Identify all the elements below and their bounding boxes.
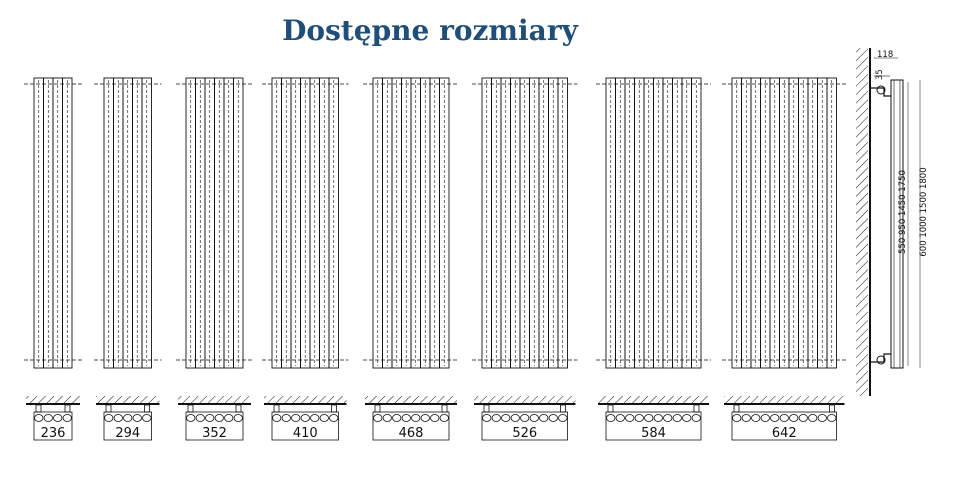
upper-bracket bbox=[870, 88, 891, 96]
tube-section bbox=[607, 415, 616, 422]
radiator-top-view-352 bbox=[178, 396, 251, 441]
right-bracket bbox=[442, 405, 447, 412]
radiator-top-view-642 bbox=[724, 396, 845, 441]
radiator-front-views bbox=[24, 78, 847, 368]
left-bracket bbox=[375, 405, 380, 412]
radiator-top-view-236 bbox=[26, 396, 80, 441]
tube-section bbox=[654, 415, 663, 422]
radiator-468 bbox=[363, 78, 459, 368]
right-bracket bbox=[332, 405, 337, 412]
right-bracket bbox=[830, 405, 835, 412]
tube-section bbox=[282, 415, 291, 422]
tube-section bbox=[511, 415, 520, 422]
radiator-top-view-294 bbox=[96, 396, 160, 441]
heights-outer-label: 600 1000 1500 1800 bbox=[919, 167, 929, 257]
wall-hatch bbox=[96, 396, 160, 404]
tube-section bbox=[752, 415, 761, 422]
tube-section bbox=[492, 415, 501, 422]
tube-section bbox=[809, 415, 818, 422]
radiator-top-view-526 bbox=[474, 396, 576, 441]
tube-section bbox=[799, 415, 808, 422]
tube-section bbox=[616, 415, 625, 422]
wall-hatch bbox=[856, 48, 868, 396]
tube-section bbox=[645, 415, 654, 422]
tube-section bbox=[383, 415, 392, 422]
radiator-top-view-468 bbox=[365, 396, 457, 441]
tube-section bbox=[780, 415, 789, 422]
tube-section bbox=[549, 415, 558, 422]
tube-section bbox=[692, 415, 701, 422]
tube-section bbox=[431, 415, 440, 422]
tube-section bbox=[301, 415, 310, 422]
tube-section bbox=[790, 415, 799, 422]
left-bracket bbox=[106, 405, 111, 412]
top-dimension-label: 118 bbox=[877, 50, 894, 60]
right-bracket bbox=[65, 405, 70, 412]
tube-section bbox=[234, 415, 243, 422]
right-bracket bbox=[561, 405, 566, 412]
tube-section bbox=[626, 415, 635, 422]
tube-section bbox=[292, 415, 301, 422]
wall-hatch bbox=[178, 396, 251, 404]
left-bracket bbox=[36, 405, 41, 412]
tube-section bbox=[114, 415, 123, 422]
tube-section bbox=[330, 415, 339, 422]
tube-section bbox=[742, 415, 751, 422]
tube-section bbox=[818, 415, 827, 422]
radiator-410 bbox=[262, 78, 349, 368]
radiator-236 bbox=[24, 78, 82, 368]
wall-hatch bbox=[598, 396, 709, 404]
left-bracket bbox=[734, 405, 739, 412]
tube-section bbox=[311, 415, 320, 422]
tube-section bbox=[421, 415, 430, 422]
tube-section bbox=[320, 415, 329, 422]
right-bracket bbox=[145, 405, 150, 412]
tube-section bbox=[559, 415, 568, 422]
wall-hatch bbox=[365, 396, 457, 404]
radiator-642 bbox=[722, 78, 847, 368]
left-bracket bbox=[188, 405, 193, 412]
tube-section bbox=[483, 415, 492, 422]
page-title: Dostępne rozmiary bbox=[282, 14, 578, 47]
tube-section bbox=[273, 415, 282, 422]
left-bracket bbox=[608, 405, 613, 412]
lower-bracket bbox=[870, 354, 891, 362]
tube-section bbox=[412, 415, 421, 422]
tube-section bbox=[540, 415, 549, 422]
tube-section bbox=[664, 415, 673, 422]
width-label: 294 bbox=[115, 426, 141, 441]
tube-section bbox=[124, 415, 133, 422]
tube-section bbox=[133, 415, 142, 422]
tube-section bbox=[215, 415, 224, 422]
inner-dimension-label: 35 bbox=[875, 69, 885, 80]
tube-section bbox=[530, 415, 539, 422]
right-bracket bbox=[694, 405, 699, 412]
radiator-294 bbox=[94, 78, 162, 368]
tube-section bbox=[225, 415, 234, 422]
tube-section bbox=[206, 415, 215, 422]
wall-hatch bbox=[474, 396, 576, 404]
tube-section bbox=[733, 415, 742, 422]
radiator-526 bbox=[472, 78, 578, 368]
tube-section bbox=[440, 415, 449, 422]
width-label: 352 bbox=[202, 426, 227, 441]
left-bracket bbox=[484, 405, 489, 412]
tube-section bbox=[673, 415, 682, 422]
tube-section bbox=[143, 415, 152, 422]
tube-section bbox=[393, 415, 402, 422]
tube-section bbox=[635, 415, 644, 422]
tube-section bbox=[402, 415, 411, 422]
width-label: 526 bbox=[512, 426, 538, 441]
tube-section bbox=[374, 415, 383, 422]
radiator-top-view-584 bbox=[598, 396, 709, 441]
tube-section bbox=[761, 415, 770, 422]
wall-hatch bbox=[264, 396, 347, 404]
width-label: 642 bbox=[771, 426, 797, 441]
width-label: 410 bbox=[292, 426, 318, 441]
wall-hatch bbox=[26, 396, 80, 404]
tube-section bbox=[521, 415, 530, 422]
tube-section bbox=[683, 415, 692, 422]
tube-section bbox=[828, 415, 837, 422]
width-label: 468 bbox=[398, 426, 424, 441]
radiator-584 bbox=[596, 78, 711, 368]
tube-section bbox=[63, 415, 72, 422]
radiator-352 bbox=[176, 78, 253, 368]
tube-section bbox=[502, 415, 511, 422]
tube-section bbox=[54, 415, 63, 422]
wall-hatch bbox=[724, 396, 845, 404]
radiator-side-view bbox=[856, 48, 929, 396]
tube-section bbox=[196, 415, 205, 422]
width-label: 236 bbox=[40, 426, 66, 441]
heights-inner-label: 550 950 1450 1750 bbox=[898, 170, 908, 254]
tube-section bbox=[771, 415, 780, 422]
tube-section bbox=[35, 415, 44, 422]
left-bracket bbox=[274, 405, 279, 412]
tube-section bbox=[187, 415, 196, 422]
tube-section bbox=[105, 415, 114, 422]
tube-section bbox=[44, 415, 53, 422]
width-label: 584 bbox=[641, 426, 666, 441]
radiator-top-view-410 bbox=[264, 396, 347, 441]
radiator-top-views bbox=[26, 396, 845, 441]
right-bracket bbox=[236, 405, 241, 412]
